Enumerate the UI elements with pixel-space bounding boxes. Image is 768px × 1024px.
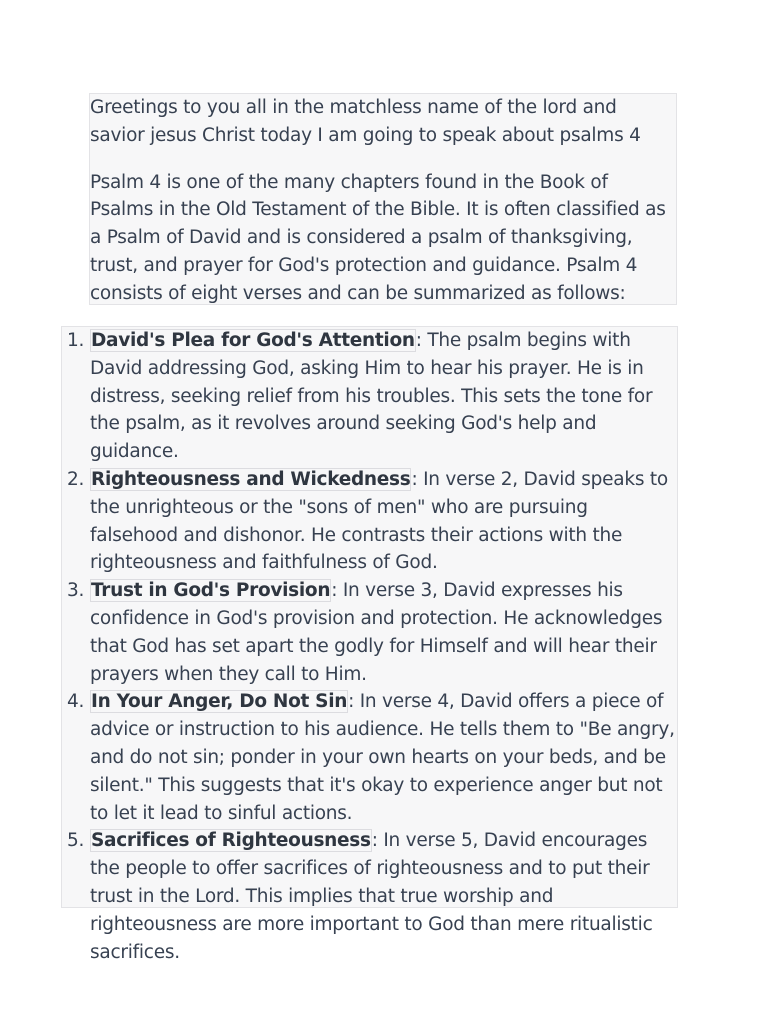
list-item [67,577,677,688]
item-text: : In verse 4, David offers a piece of advice or instruction to his audience. He tells them to "Be angry, and do not sin; ponder in your own hearts on your beds, and be silent." This suggests that it's okay to experience anger but not to let it lead to sinful actions. [90,691,675,824]
item-title: Trust in God's Provision [91,580,331,602]
overview-paragraph: Psalm 4 is one of the many chapters found in the Book of Psalms in the Old Testament of the Bible. It is often classified as a Psalm of David and is considered a psalm of thanksgiving, trust, and prayer for God's protection and guidance. Psalm 4 consists of eight verses and can be summarized as follows: [90,171,666,304]
item-number: 2. [67,468,85,490]
greeting-paragraph: Greetings to you all in the matchless name of the lord and savior jesus Christ today I am going to speak about psalms 4 [90,97,641,146]
list-item [67,688,677,827]
item-title: Sacrifices of Righteousness [91,830,371,852]
list-item [67,827,677,966]
item-title: In Your Anger, Do Not Sin [91,691,348,713]
item-number: 5. [67,830,85,852]
summary-list [62,327,677,966]
item-title: David's Plea for God's Attention [91,330,415,351]
item-number: 1. [67,330,85,351]
item-text: : In verse 3, David expresses his confidence in God's provision and protection. He acknowledges that God has set apart the godly for Himself and will hear their prayers when they call to Him. [90,580,663,685]
item-text: : In verse 2, David speaks to the unrighteous or the "sons of men" who are pursuing falsehood and dishonor. He contrasts their actions with the righteousness and faithfulness of God. [90,468,668,574]
item-title: Righteousness and Wickedness [91,468,411,490]
item-text: : In verse 5, David encourages the people to offer sacrifices of righteousness and to put their trust in the Lord. This implies that true worship and righteousness are more important to God than mere ritualistic sacrifices. [90,830,653,963]
summary-list-section [61,326,678,963]
intro-section [89,93,677,305]
item-text: : The psalm begins with David addressing God, asking Him to hear his prayer. He is in distress, seeking relief from his troubles. This sets the tone for the psalm, as it revolves around seeking God's help and guidance. [90,330,653,463]
item-number: 3. [67,580,85,602]
list-item [67,327,677,466]
item-number: 4. [67,691,85,713]
list-item [67,466,677,577]
